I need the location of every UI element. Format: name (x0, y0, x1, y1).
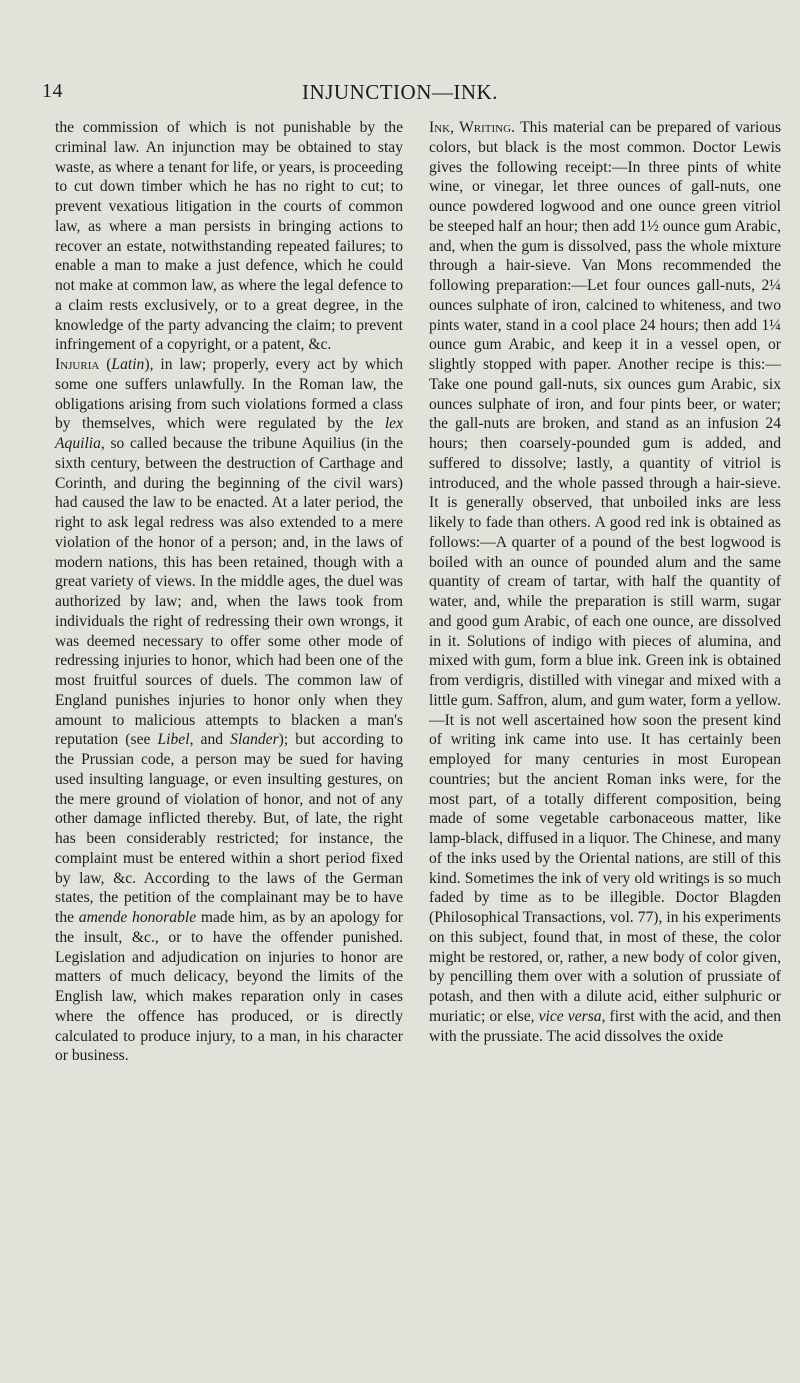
ink-text-2: , first with the acid, and then with the prussiate. The acid dissolves the oxide (429, 1007, 781, 1045)
injuria-text-5: made him, as by an apology for the insult, &c., or to have the offender punished. Legislation and adjudication on injuries to honor are matters of much delicacy, beyond the limits of the English law, which makes reparation only in cases where the offence has produced, or is directly calculated to produce injury, to a man, in his character or business. (55, 909, 403, 1065)
ink-text-1: This material can be prepared of various colors, but black is the most common. Doctor Lewis gives the following receipt:—In three pints of white wine, or vinegar, let three ounces of gall-nuts, one ounce powdered logwood and one ounce green vitriol be steeped half an hour; then add 1½ ounce gum Arabic, and, when the gum is dissolved, pass the whole mixture through a hair-sieve. Van Mons recommended the following preparation:—Let four ounces gall-nuts, 2¼ ounces sulphate of iron, calcined to whiteness, and two pints water, stand in a cool place 24 hours; then add 1¼ ounce gum Arabic, and keep it in a vessel open, or slightly stopped with paper. Another recipe is this:—Take one pound gall-nuts, six ounces gum Arabic, six ounces sulphate of iron, and four pints beer, or water; the gall-nuts are broken, and stand as an infusion 24 hours; then coarsely-pounded gum is added, and suffered to dissolve; lastly, a quantity of vitriol is introduced, and the whole passed through a hair-sieve. It is generally observed, that unboiled inks are less likely to fade than others. A good red ink is obtained as follows:—A quarter of a pound of the best logwood is boiled with an ounce of pounded alum and the same quantity of cream of tartar, with half the quantity of water, and, while the preparation is still warm, sugar and good gum Arabic, of each one ounce, are dissolved in it. Solutions of indigo with pieces of alumina, and mixed with gum, form a blue ink. Green ink is obtained from verdigris, distilled with vinegar and mixed with a little gum. Saffron, alum, and gum water, form a yellow.—It is not well ascertained how soon the present kind of writing ink came into use. It has certainly been employed for many centuries in most European countries; but the ancient Roman inks were, for the most part, of a totally different composition, being made of some vegetable carbonaceous matter, like lamp-black, diffused in a liquor. The Chinese, and many of the inks used by the Oriental nations, are still of this kind. Sometimes the ink of very old writings is so much faded by time as to be illegible. Doctor Blagden (Philosophical Transactions, vol. 77), in his experiments on this subject, found that, in most of these, the color might be restored, or, rather, a new body of color given, by pencilling them over with a solution of prussiate of potash, and then with a dilute acid, either sulphuric or muriatic; or else, (429, 119, 782, 1025)
injuria-headword: Injuria (55, 356, 100, 373)
page-header (42, 80, 758, 110)
running-head: INJUNCTION—INK. (302, 80, 498, 104)
injuria-entry: Injuria (Latin), in law; properly, every act by which some one suffers unlawfully. In the Roman law, the obligations arising from such violations formed a class by themselves, which were regulated by the lex Aquilia, so called because the tribune Aquilius (in the sixth century, between the destruction of Carthage and Corinth, and during the beginning of the civil wars) had caused the law to be enacted. At a later period, the right to ask legal redress was also extended to a mere violation of the honor of a person; and, in the laws of modern nations, this has been retained, though with a great variety of views. In the middle ages, the duel was authorized by law; and, when the laws took from individuals the right of redressing their own wrongs, it was deemed necessary to offer some other mode of redressing injuries to honor, which had been one of the most fruitful sources of duels. The common law of England punishes injuries to honor only when they amount to malicious attempts to blacken a man's reputation (see Libel, and Slander); but according to the Prussian code, a person may be sued for having used insulting language, or even insulting gestures, on the mere ground of violation of honor, and not of any other damage inflicted thereby. But, of late, the right has been considerably restricted; for instance, the complaint must be entered within a short period fixed by law, &c. According to the laws of the German states, the petition of the complainant may be to have the amende honorable made him, as by an apology for the insult, &c., or to have the offender punished. Legislation and adjudication on injuries to honor are matters of much delicacy, beyond the limits of the English law, which makes reparation only in cases where the offence has produced, or is directly calculated to produce injury, to a man, in his character or business. (55, 356, 404, 1065)
vice-versa-term: vice versa (538, 1007, 602, 1025)
injuria-text-3: , and (189, 731, 231, 749)
injuria-language: Latin (111, 356, 145, 373)
ink-writing-entry (429, 118, 781, 1046)
injuria-text-4: ); but according to the Prussian code, a person may be sued for having used insulting language, or even insulting gestures, on the mere ground of violation of honor, and not of any other damage inflicted thereby. But, of late, the right has been considerably restricted; for instance, the complaint must be entered within a short period fixed by law, &c. According to the laws of the German states, the petition of the complainant may be to have the (55, 731, 403, 926)
amende-honorable-term: amende honorable (78, 909, 197, 926)
injuria-text-1: , in law; properly, every act by which some one suffers unlawfully. In the Roman law, the obligations arising from such violations formed a class by themselves, which were regulated by the (55, 356, 404, 433)
libel-cross-reference: Libel (157, 731, 190, 749)
injuria-text-2: , so called because the tribune Aquilius (in the sixth century, between the destruction of Carthage and Corinth, and during the beginning of the civil wars) had caused the law to be enacted. At a later period, the right to ask legal redress was also extended to a mere violation of the honor of a person; and, in the laws of modern nations, this has been retained, though with a great variety of views. In the middle ages, the duel was authorized by law; and, when the laws took from individuals the right of redressing their own wrongs, it was deemed necessary to offer some other mode of redressing injuries to honor, which had been one of the most fruitful sources of duels. The common law of England punishes injuries to honor only when they amount to malicious attempts to blacken a man's reputation (see (55, 435, 403, 749)
ink-writing-headword: Ink, Writing. (429, 119, 515, 136)
page-number: 14 (42, 80, 63, 102)
lex-aquilia-term: lex Aquilia (55, 415, 403, 452)
slander-cross-reference: Slander (230, 731, 279, 749)
injunction-continuation-paragraph: the commission of which is not punishable by the criminal law. An injunction may be obtained to stay waste, as where a tenant for life, or years, is proceeding to cut down timber which he has no right to cut; to prevent vexatious litigation in the courts of common law, as where a man persists in bringing actions to recover an estate, notwithstanding repeated failures; to enable a man to make a just defence, which he could not make at common law, as where the legal defence to a claim rests exclusively, or to a great degree, in the knowledge of the party advancing the claim; to prevent infringement of a copyright, or a patent, &c. (55, 119, 403, 354)
left-column (55, 118, 403, 1066)
right-column (429, 118, 781, 1046)
